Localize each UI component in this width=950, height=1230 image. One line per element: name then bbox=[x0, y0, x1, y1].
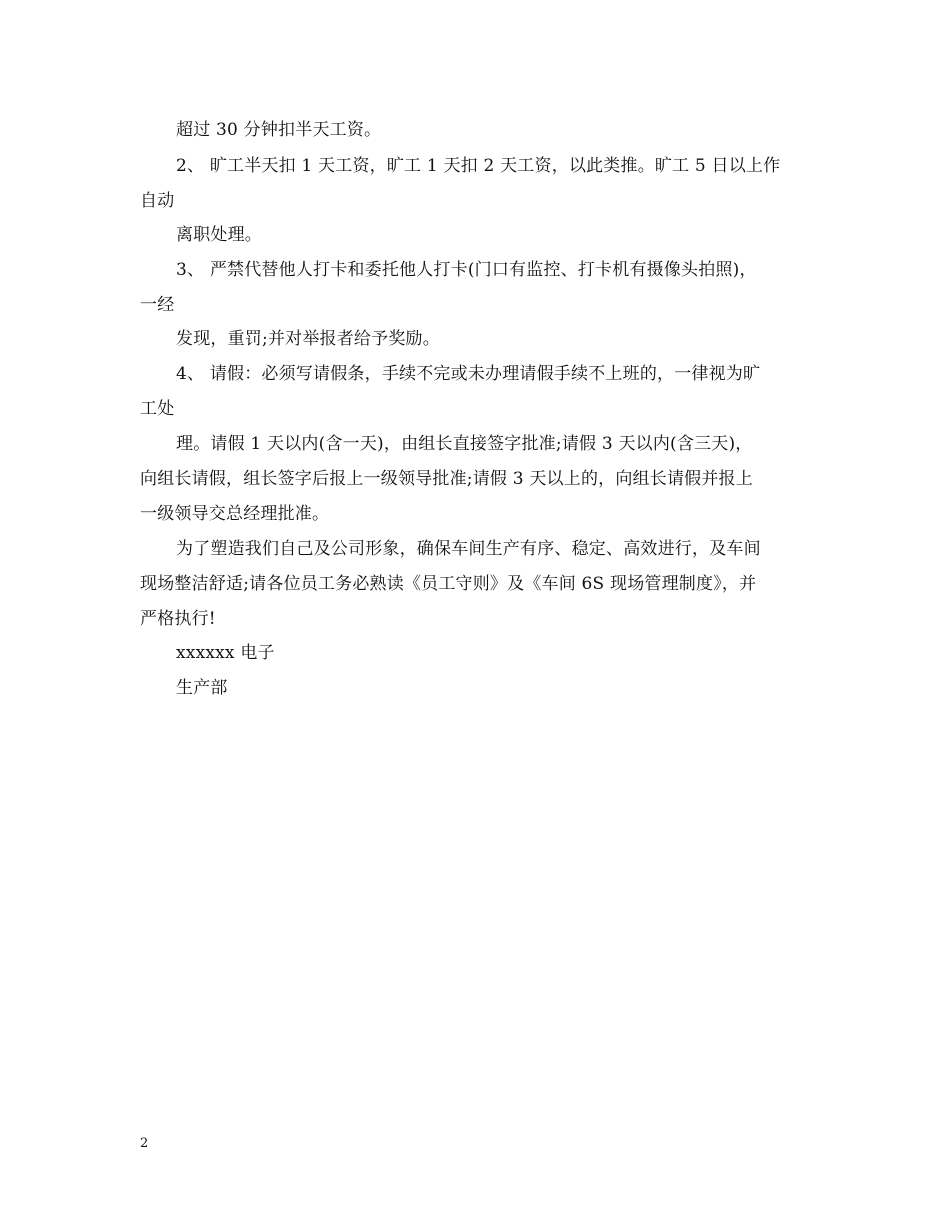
paragraph-line: 一经 bbox=[140, 295, 175, 315]
paragraph-line: 向组长请假，组长签字后报上一级领导批准;请假 3 天以上的，向组长请假并报上 bbox=[140, 469, 753, 489]
signature-department: 生产部 bbox=[176, 678, 228, 698]
paragraph-line: 3、 严禁代替他人打卡和委托他人打卡(门口有监控、打卡机有摄像头拍照)， bbox=[176, 260, 757, 280]
paragraph-line: 理。请假 1 天以内(含一天)，由组长直接签字批准;请假 3 天以内(含三天)， bbox=[176, 434, 753, 454]
paragraph-line: 离职处理。 bbox=[176, 225, 262, 245]
paragraph-line: 超过 30 分钟扣半天工资。 bbox=[176, 120, 382, 140]
paragraph-line: 现场整洁舒适;请各位员工务必熟读《员工守则》及《车间 6S 现场管理制度》，并 bbox=[140, 574, 757, 594]
paragraph-line: 发现，重罚;并对举报者给予奖励。 bbox=[176, 329, 440, 349]
paragraph-line: 一级领导交总经理批准。 bbox=[140, 504, 330, 524]
paragraph-line: 4、 请假：必须写请假条，手续不完或未办理请假手续不上班的，一律视为旷 bbox=[176, 364, 761, 384]
signature-company: xxxxxx 电子 bbox=[176, 643, 275, 663]
paragraph-line: 为了塑造我们自己及公司形象，确保车间生产有序、稳定、高效进行，及车间 bbox=[176, 539, 761, 559]
paragraph-line: 自动 bbox=[140, 191, 175, 211]
paragraph-line: 严格执行! bbox=[140, 609, 216, 629]
paragraph-line: 工处 bbox=[140, 399, 175, 419]
paragraph-line: 2、 旷工半天扣 1 天工资，旷工 1 天扣 2 天工资，以此类推。旷工 5 日以上作 bbox=[176, 156, 781, 176]
page-number: 2 bbox=[140, 1136, 149, 1151]
